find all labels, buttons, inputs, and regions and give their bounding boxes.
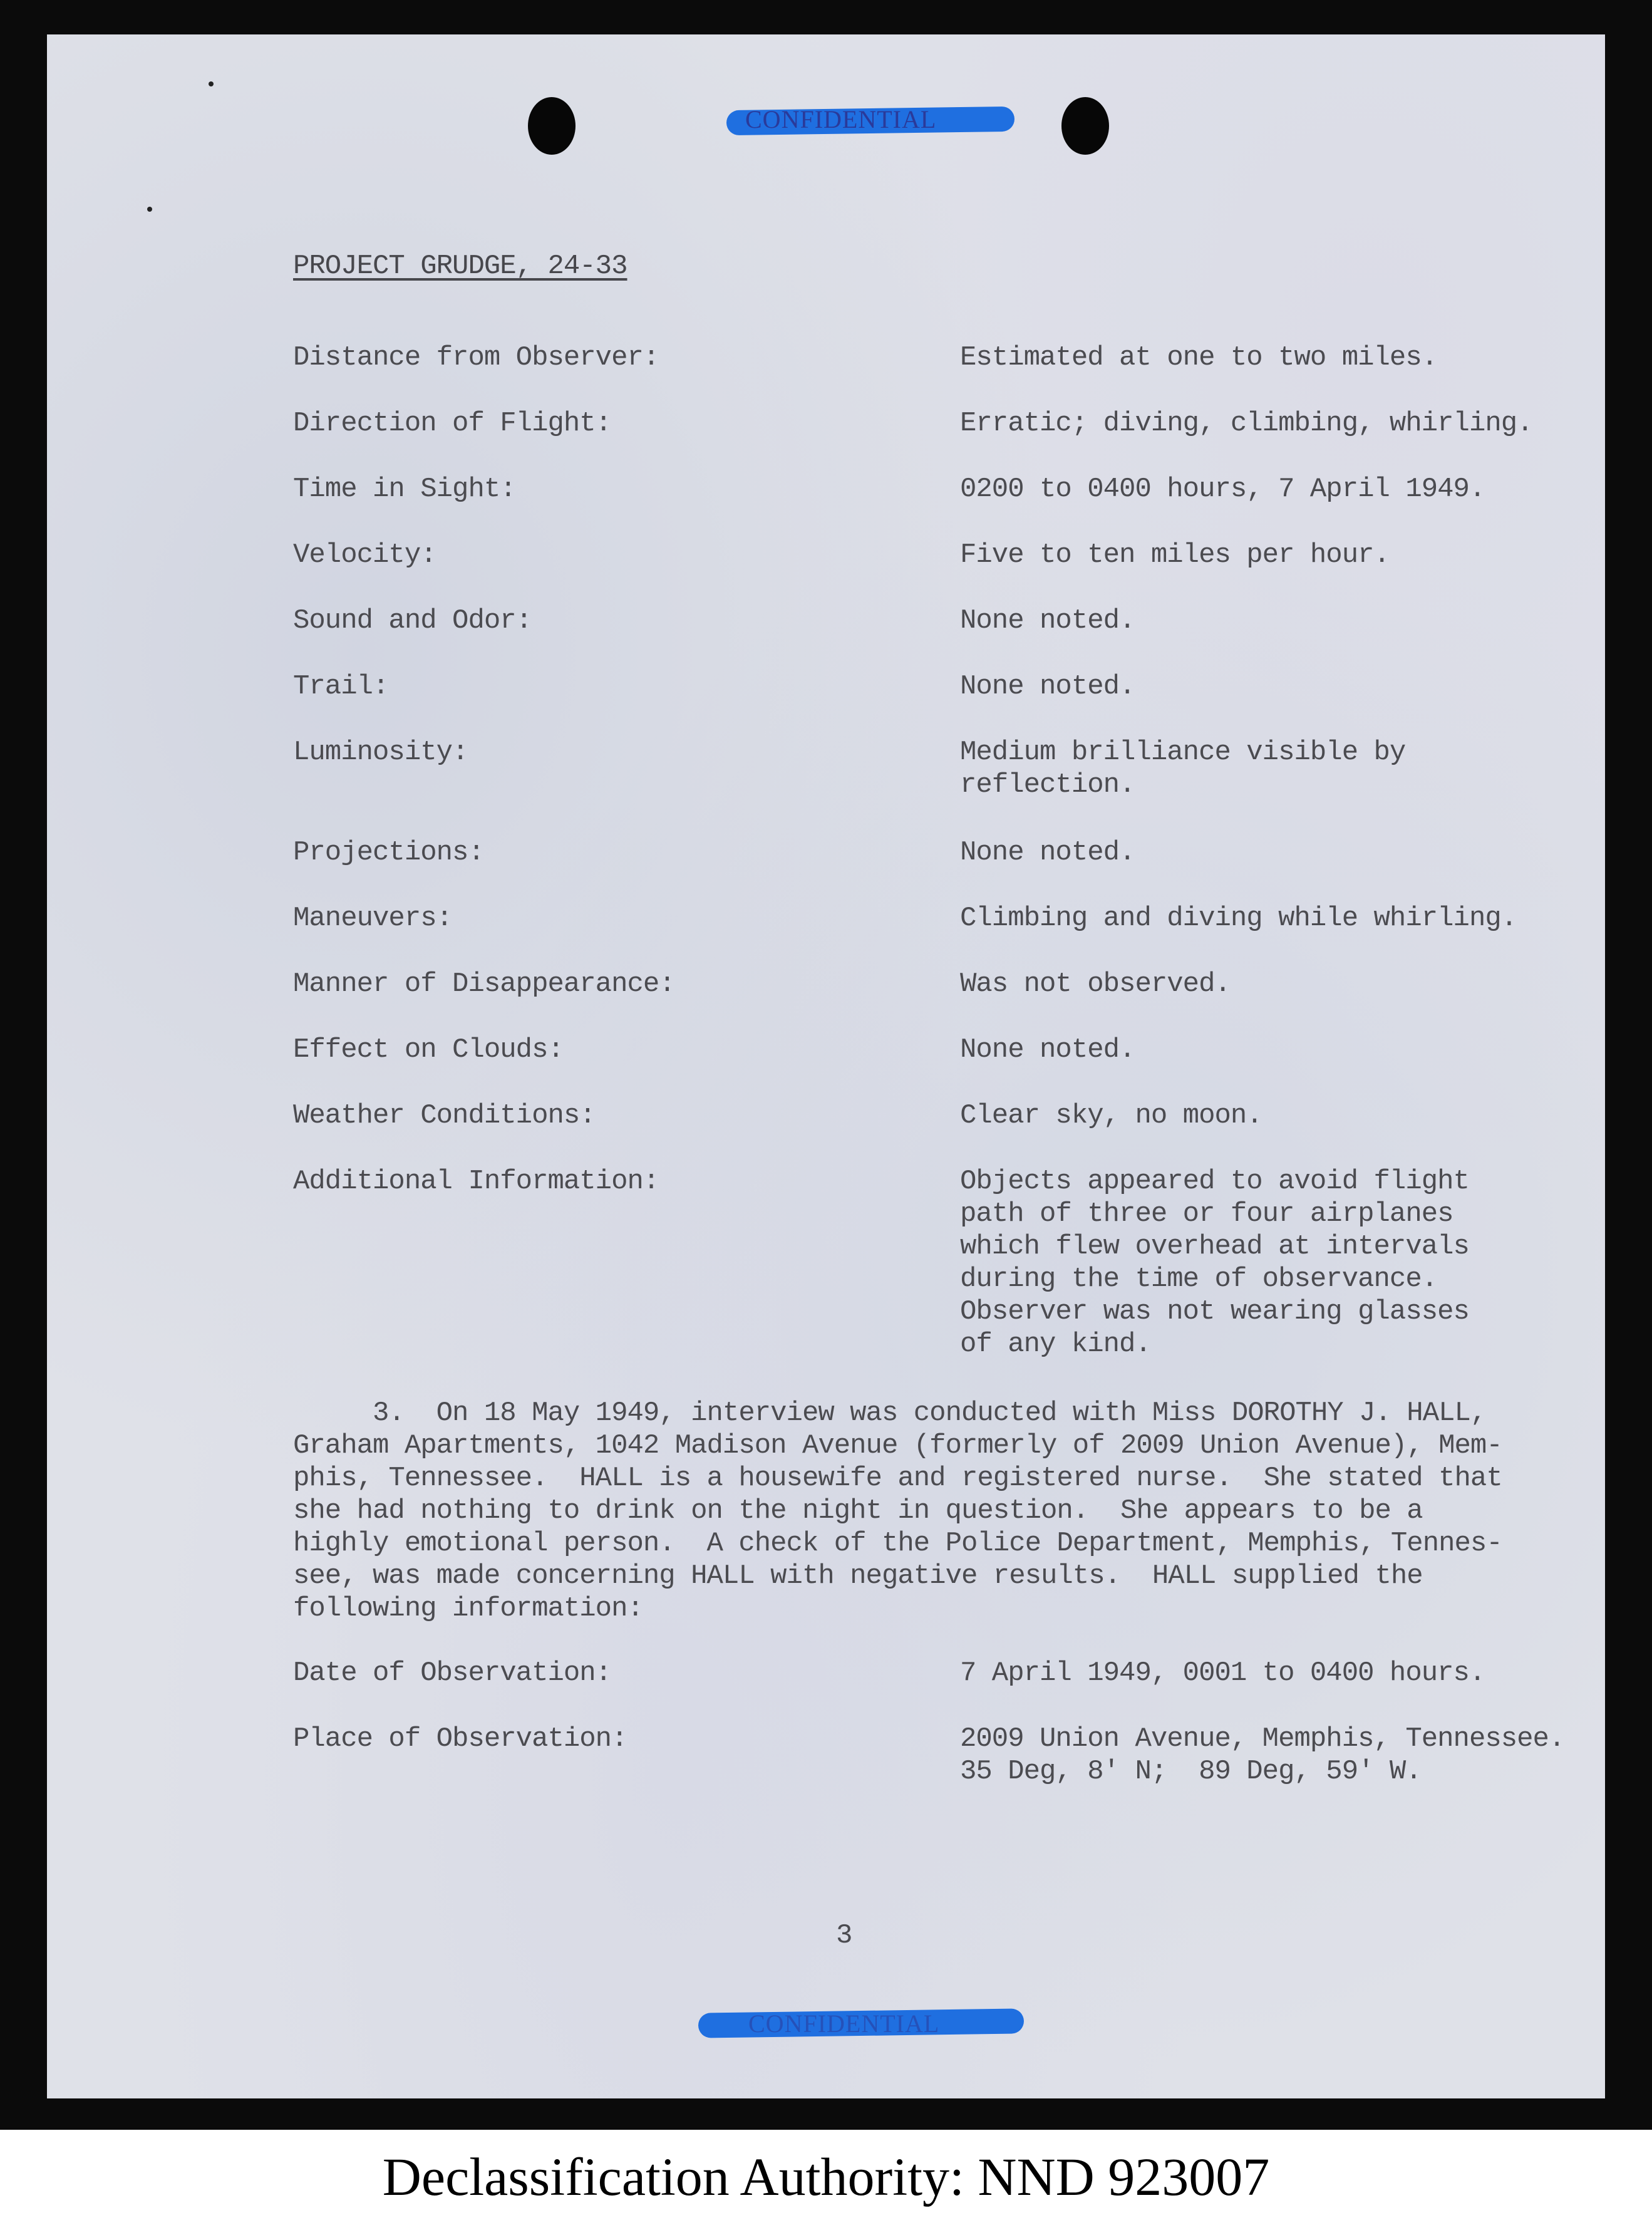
confidential-stamp-bottom: CONFIDENTIAL: [748, 2009, 940, 2038]
page-title: PROJECT GRUDGE, 24-33: [293, 251, 627, 282]
field-value: None noted.: [960, 837, 1135, 868]
field-label: Velocity:: [293, 539, 436, 571]
field-value: 7 April 1949, 0001 to 0400 hours.: [960, 1657, 1485, 1689]
confidential-stamp-top: CONFIDENTIAL: [745, 105, 937, 133]
field-label: Projections:: [293, 837, 484, 868]
field-label: Sound and Odor:: [293, 605, 532, 636]
field-value: None noted.: [960, 671, 1135, 702]
page-number: 3: [836, 1920, 853, 1951]
punch-hole-right: [1061, 97, 1109, 155]
field-label: Distance from Observer:: [293, 342, 659, 373]
field-label: Effect on Clouds:: [293, 1034, 564, 1066]
field-value: Objects appeared to avoid flight path of three or four airplanes which flew overhead at intervals during the time of observance. Observer was not wearing glasses of any kind.: [960, 1166, 1469, 1360]
field-label: Additional Information:: [293, 1166, 659, 1197]
document-page: [47, 34, 1605, 2098]
field-label: Place of Observation:: [293, 1723, 627, 1755]
field-value: Estimated at one to two miles.: [960, 342, 1438, 373]
field-value: Erratic; diving, climbing, whirling.: [960, 408, 1533, 439]
field-label: Weather Conditions:: [293, 1100, 596, 1131]
field-label: Manner of Disappearance:: [293, 968, 675, 1000]
field-label: Maneuvers:: [293, 903, 453, 934]
field-value: Five to ten miles per hour.: [960, 539, 1390, 571]
field-label: Date of Observation:: [293, 1657, 612, 1689]
field-value: 0200 to 0400 hours, 7 April 1949.: [960, 474, 1485, 505]
field-label: Trail:: [293, 671, 389, 702]
field-label: Time in Sight:: [293, 474, 516, 505]
paragraph-3: 3. On 18 May 1949, interview was conducted with Miss DOROTHY J. HALL, Graham Apartments, 1042 Madison Avenue (formerly of 2009 Union Avenue), Mem- phis, Tennessee. HALL is a housewife and registered nurse. She stated that she had nothing to drink on the night in question. She appears to be a highly emotional person. A check of the Police Department, Memphis, Tennes- see, was made concerning HALL with negative results. HALL supplied the following information:: [293, 1398, 1502, 1624]
field-label: Luminosity:: [293, 737, 468, 768]
ink-speck: [209, 81, 214, 86]
declassification-footer: Declassification Authority: NND 923007: [382, 2147, 1270, 2207]
field-label: Direction of Flight:: [293, 408, 612, 439]
ink-speck: [147, 207, 152, 212]
field-value: Clear sky, no moon.: [960, 1100, 1262, 1131]
field-value: Was not observed.: [960, 968, 1231, 1000]
field-value: Climbing and diving while whirling.: [960, 903, 1517, 934]
field-value: 2009 Union Avenue, Memphis, Tennessee. 35 Deg, 8' N; 89 Deg, 59' W.: [960, 1723, 1565, 1787]
field-value: None noted.: [960, 1034, 1135, 1066]
punch-hole-left: [528, 97, 576, 155]
field-value: Medium brilliance visible by reflection.: [960, 737, 1406, 801]
field-value: None noted.: [960, 605, 1135, 636]
